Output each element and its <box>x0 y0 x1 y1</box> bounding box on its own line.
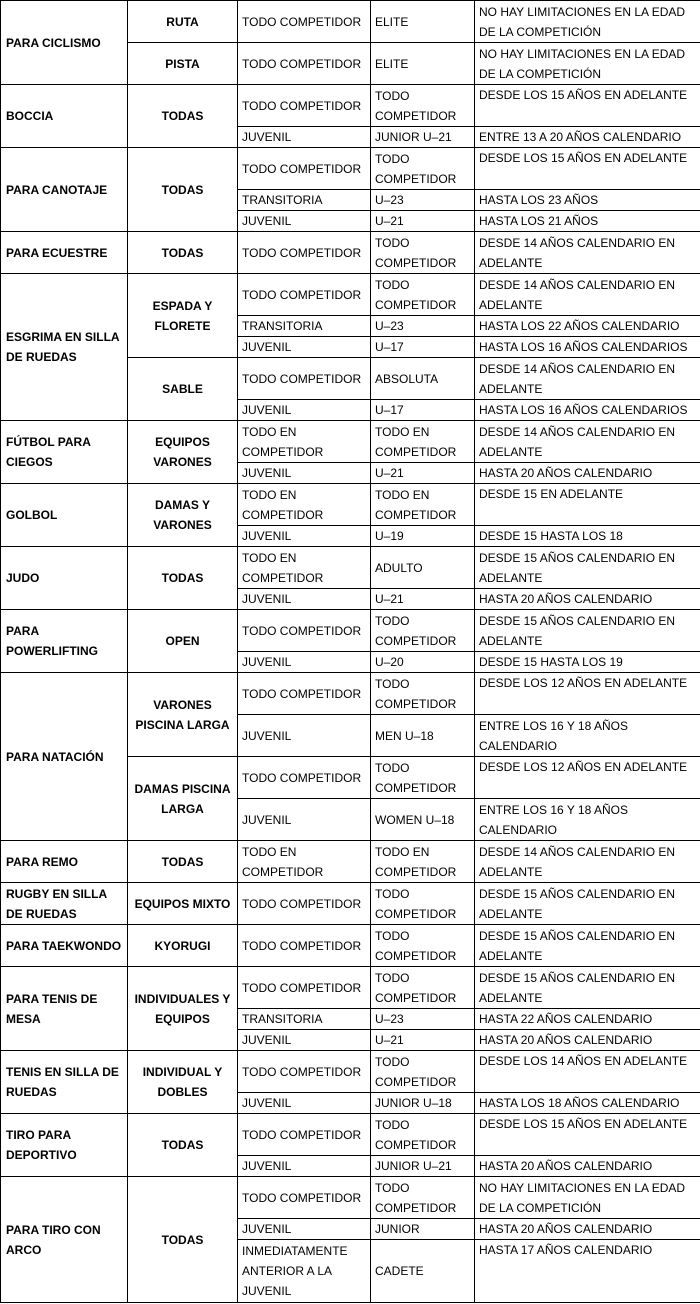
modality-cell: TODAS <box>128 1177 238 1303</box>
division-cell: JUNIOR U–18 <box>371 1093 475 1114</box>
category-cell: TODO COMPETIDOR <box>238 232 371 274</box>
table-row <box>1 274 700 316</box>
age-cell: DESDE 14 AÑOS CALENDARIO EN ADELANTE <box>475 841 700 883</box>
age-cell: ENTRE LOS 16 Y 18 AÑOS CALENDARIO <box>475 799 700 841</box>
age-cell: DESDE 14 AÑOS CALENDARIO EN ADELANTE <box>475 232 700 274</box>
category-cell: TODO EN COMPETIDOR <box>238 484 371 526</box>
division-cell: U–21 <box>371 211 475 232</box>
sport-cell: FÚTBOL PARA CIEGOS <box>1 421 128 484</box>
category-cell: JUVENIL <box>238 526 371 547</box>
sport-cell: PARA NATACIÓN <box>1 673 128 841</box>
division-cell: U–17 <box>371 337 475 358</box>
age-cell: HASTA 20 AÑOS CALENDARIO <box>475 463 700 484</box>
division-cell: TODO COMPETIDOR <box>371 148 475 190</box>
category-cell: TODO COMPETIDOR <box>238 1114 371 1156</box>
table-row <box>1 232 700 274</box>
division-cell: TODO COMPETIDOR <box>371 610 475 652</box>
category-cell: TODO EN COMPETIDOR <box>238 841 371 883</box>
modality-cell: TODAS <box>128 1114 238 1177</box>
category-cell: JUVENIL <box>238 463 371 484</box>
age-cell: DESDE 14 AÑOS CALENDARIO EN ADELANTE <box>475 358 700 400</box>
table-row <box>1 1 700 43</box>
category-cell: JUVENIL <box>238 1219 371 1240</box>
age-cell: HASTA 17 AÑOS CALENDARIO <box>475 1240 700 1303</box>
category-cell: TRANSITORIA <box>238 190 371 211</box>
category-cell: JUVENIL <box>238 211 371 232</box>
age-cell: DESDE 15 AÑOS CALENDARIO EN ADELANTE <box>475 925 700 967</box>
category-cell: JUVENIL <box>238 1156 371 1177</box>
division-cell: TODO COMPETIDOR <box>371 925 475 967</box>
division-cell: U–20 <box>371 652 475 673</box>
modality-cell: EQUIPOS VARONES <box>128 421 238 484</box>
category-cell: TODO COMPETIDOR <box>238 1177 371 1219</box>
category-cell: TODO COMPETIDOR <box>238 85 371 127</box>
category-cell: JUVENIL <box>238 799 371 841</box>
age-cell: HASTA LOS 18 AÑOS CALENDARIO <box>475 1093 700 1114</box>
category-cell: JUVENIL <box>238 1093 371 1114</box>
division-cell: U–17 <box>371 400 475 421</box>
table-row <box>1 673 700 715</box>
category-cell: JUVENIL <box>238 589 371 610</box>
age-cell: DESDE LOS 12 AÑOS EN ADELANTE <box>475 673 700 715</box>
table-row <box>1 610 700 652</box>
category-cell: JUVENIL <box>238 1030 371 1051</box>
sport-cell: BOCCIA <box>1 85 128 148</box>
modality-cell: OPEN <box>128 610 238 673</box>
division-cell: CADETE <box>371 1240 475 1303</box>
table-row <box>1 1114 700 1156</box>
age-cell: DESDE LOS 15 AÑOS EN ADELANTE <box>475 85 700 127</box>
age-cell: DESDE 15 AÑOS CALENDARIO EN ADELANTE <box>475 883 700 925</box>
division-cell: ABSOLUTA <box>371 358 475 400</box>
category-cell: TODO COMPETIDOR <box>238 148 371 190</box>
modality-cell: RUTA <box>128 1 238 43</box>
category-cell: TODO COMPETIDOR <box>238 967 371 1009</box>
age-cell: DESDE LOS 15 AÑOS EN ADELANTE <box>475 1114 700 1156</box>
age-cell: DESDE 15 AÑOS CALENDARIO EN ADELANTE <box>475 967 700 1009</box>
division-cell: TODO EN COMPETIDOR <box>371 484 475 526</box>
sport-cell: TIRO PARA DEPORTIVO <box>1 1114 128 1177</box>
division-cell: TODO COMPETIDOR <box>371 673 475 715</box>
modality-cell: DAMAS PISCINA LARGA <box>128 757 238 841</box>
age-cell: DESDE LOS 15 AÑOS EN ADELANTE <box>475 148 700 190</box>
table-row <box>1 925 700 967</box>
division-cell: TODO COMPETIDOR <box>371 1177 475 1219</box>
age-cell: HASTA 20 AÑOS CALENDARIO <box>475 1156 700 1177</box>
division-cell: JUNIOR U–21 <box>371 127 475 148</box>
division-cell: JUNIOR U–21 <box>371 1156 475 1177</box>
age-cell: DESDE 14 AÑOS CALENDARIO EN ADELANTE <box>475 274 700 316</box>
category-cell: TODO COMPETIDOR <box>238 274 371 316</box>
sport-cell: PARA ECUESTRE <box>1 232 128 274</box>
category-cell: JUVENIL <box>238 337 371 358</box>
age-cell: NO HAY LIMITACIONES EN LA EDAD DE LA COMPETICIÓN <box>475 43 700 85</box>
age-cell: DESDE LOS 12 AÑOS EN ADELANTE <box>475 757 700 799</box>
category-cell: TRANSITORIA <box>238 1009 371 1030</box>
modality-cell: TODAS <box>128 547 238 610</box>
age-cell: DESDE 15 HASTA LOS 18 <box>475 526 700 547</box>
sport-cell: RUGBY EN SILLA DE RUEDAS <box>1 883 128 925</box>
category-cell: TODO EN COMPETIDOR <box>238 421 371 463</box>
category-cell: TODO COMPETIDOR <box>238 1 371 43</box>
category-cell: TODO EN COMPETIDOR <box>238 547 371 589</box>
division-cell: TODO COMPETIDOR <box>371 967 475 1009</box>
age-cell: HASTA LOS 21 AÑOS <box>475 211 700 232</box>
division-cell: TODO COMPETIDOR <box>371 1114 475 1156</box>
modality-cell: ESPADA Y FLORETE <box>128 274 238 358</box>
age-cell: DESDE 15 EN ADELANTE <box>475 484 700 526</box>
category-cell: JUVENIL <box>238 400 371 421</box>
sport-cell: PARA CICLISMO <box>1 1 128 85</box>
modality-cell: INDIVIDUALES Y EQUIPOS <box>128 967 238 1051</box>
age-cell: ENTRE LOS 16 Y 18 AÑOS CALENDARIO <box>475 715 700 757</box>
category-cell: TODO COMPETIDOR <box>238 673 371 715</box>
sport-cell: PARA POWERLIFTING <box>1 610 128 673</box>
age-cell: ENTRE 13 A 20 AÑOS CALENDARIO <box>475 127 700 148</box>
category-cell: JUVENIL <box>238 652 371 673</box>
table-row <box>1 547 700 589</box>
division-cell: TODO COMPETIDOR <box>371 232 475 274</box>
category-cell: INMEDIATAMENTE ANTERIOR A LA JUVENIL <box>238 1240 371 1303</box>
division-cell: U–21 <box>371 463 475 484</box>
sport-cell: GOLBOL <box>1 484 128 547</box>
table-row <box>1 841 700 883</box>
modality-cell: VARONES PISCINA LARGA <box>128 673 238 757</box>
age-cell: NO HAY LIMITACIONES EN LA EDAD DE LA COMPETICIÓN <box>475 1 700 43</box>
table-row <box>1 967 700 1009</box>
sport-cell: TENIS EN SILLA DE RUEDAS <box>1 1051 128 1114</box>
table-row <box>1 148 700 190</box>
table-row <box>1 85 700 127</box>
category-cell: TODO COMPETIDOR <box>238 925 371 967</box>
division-cell: U–21 <box>371 1030 475 1051</box>
age-cell: HASTA 20 AÑOS CALENDARIO <box>475 589 700 610</box>
modality-cell: PISTA <box>128 43 238 85</box>
category-cell: JUVENIL <box>238 715 371 757</box>
division-cell: ADULTO <box>371 547 475 589</box>
division-cell: U–19 <box>371 526 475 547</box>
age-cell: HASTA 22 AÑOS CALENDARIO <box>475 1009 700 1030</box>
sport-cell: PARA TAEKWONDO <box>1 925 128 967</box>
division-cell: TODO COMPETIDOR <box>371 1051 475 1093</box>
age-cell: HASTA 20 AÑOS CALENDARIO <box>475 1030 700 1051</box>
sport-cell: PARA CANOTAJE <box>1 148 128 232</box>
category-cell: TODO COMPETIDOR <box>238 1051 371 1093</box>
sport-cell: PARA REMO <box>1 841 128 883</box>
sport-cell: PARA TIRO CON ARCO <box>1 1177 128 1303</box>
division-cell: U–21 <box>371 589 475 610</box>
modality-cell: TODAS <box>128 232 238 274</box>
age-cell: HASTA LOS 16 AÑOS CALENDARIOS <box>475 400 700 421</box>
modality-cell: TODAS <box>128 148 238 232</box>
modality-cell: TODAS <box>128 85 238 148</box>
division-cell: ELITE <box>371 43 475 85</box>
table-row <box>1 484 700 526</box>
table-row <box>1 883 700 925</box>
sport-cell: PARA TENIS DE MESA <box>1 967 128 1051</box>
age-cell: DESDE 14 AÑOS CALENDARIO EN ADELANTE <box>475 421 700 463</box>
division-cell: TODO COMPETIDOR <box>371 883 475 925</box>
age-cell: DESDE 15 AÑOS CALENDARIO EN ADELANTE <box>475 547 700 589</box>
age-cell: NO HAY LIMITACIONES EN LA EDAD DE LA COMPETICIÓN <box>475 1177 700 1219</box>
category-cell: TODO COMPETIDOR <box>238 757 371 799</box>
category-cell: TODO COMPETIDOR <box>238 883 371 925</box>
table-row <box>1 1051 700 1093</box>
age-cell: DESDE 15 HASTA LOS 19 <box>475 652 700 673</box>
modality-cell: EQUIPOS MIXTO <box>128 883 238 925</box>
division-cell: TODO COMPETIDOR <box>371 757 475 799</box>
modality-cell: DAMAS Y VARONES <box>128 484 238 547</box>
age-cell: DESDE 15 AÑOS CALENDARIO EN ADELANTE <box>475 610 700 652</box>
category-cell: TODO COMPETIDOR <box>238 358 371 400</box>
modality-cell: TODAS <box>128 841 238 883</box>
category-cell: TODO COMPETIDOR <box>238 43 371 85</box>
division-cell: U–23 <box>371 316 475 337</box>
category-cell: TRANSITORIA <box>238 316 371 337</box>
division-cell: U–23 <box>371 1009 475 1030</box>
modality-cell: INDIVIDUAL Y DOBLES <box>128 1051 238 1114</box>
table-row <box>1 1177 700 1219</box>
modality-cell: SABLE <box>128 358 238 421</box>
table-row <box>1 421 700 463</box>
category-cell: TODO COMPETIDOR <box>238 610 371 652</box>
sport-cell: ESGRIMA EN SILLA DE RUEDAS <box>1 274 128 421</box>
age-cell: DESDE LOS 14 AÑOS EN ADELANTE <box>475 1051 700 1093</box>
modality-cell: KYORUGI <box>128 925 238 967</box>
division-cell: JUNIOR <box>371 1219 475 1240</box>
division-cell: TODO EN COMPETIDOR <box>371 841 475 883</box>
division-cell: TODO COMPETIDOR <box>371 85 475 127</box>
division-cell: TODO EN COMPETIDOR <box>371 421 475 463</box>
age-cell: HASTA 20 AÑOS CALENDARIO <box>475 1219 700 1240</box>
age-cell: HASTA LOS 22 AÑOS CALENDARIO <box>475 316 700 337</box>
division-cell: ELITE <box>371 1 475 43</box>
division-cell: MEN U–18 <box>371 715 475 757</box>
sport-cell: JUDO <box>1 547 128 610</box>
category-cell: JUVENIL <box>238 127 371 148</box>
division-cell: U–23 <box>371 190 475 211</box>
age-cell: HASTA LOS 23 AÑOS <box>475 190 700 211</box>
age-cell: HASTA LOS 16 AÑOS CALENDARIOS <box>475 337 700 358</box>
division-cell: TODO COMPETIDOR <box>371 274 475 316</box>
division-cell: WOMEN U–18 <box>371 799 475 841</box>
